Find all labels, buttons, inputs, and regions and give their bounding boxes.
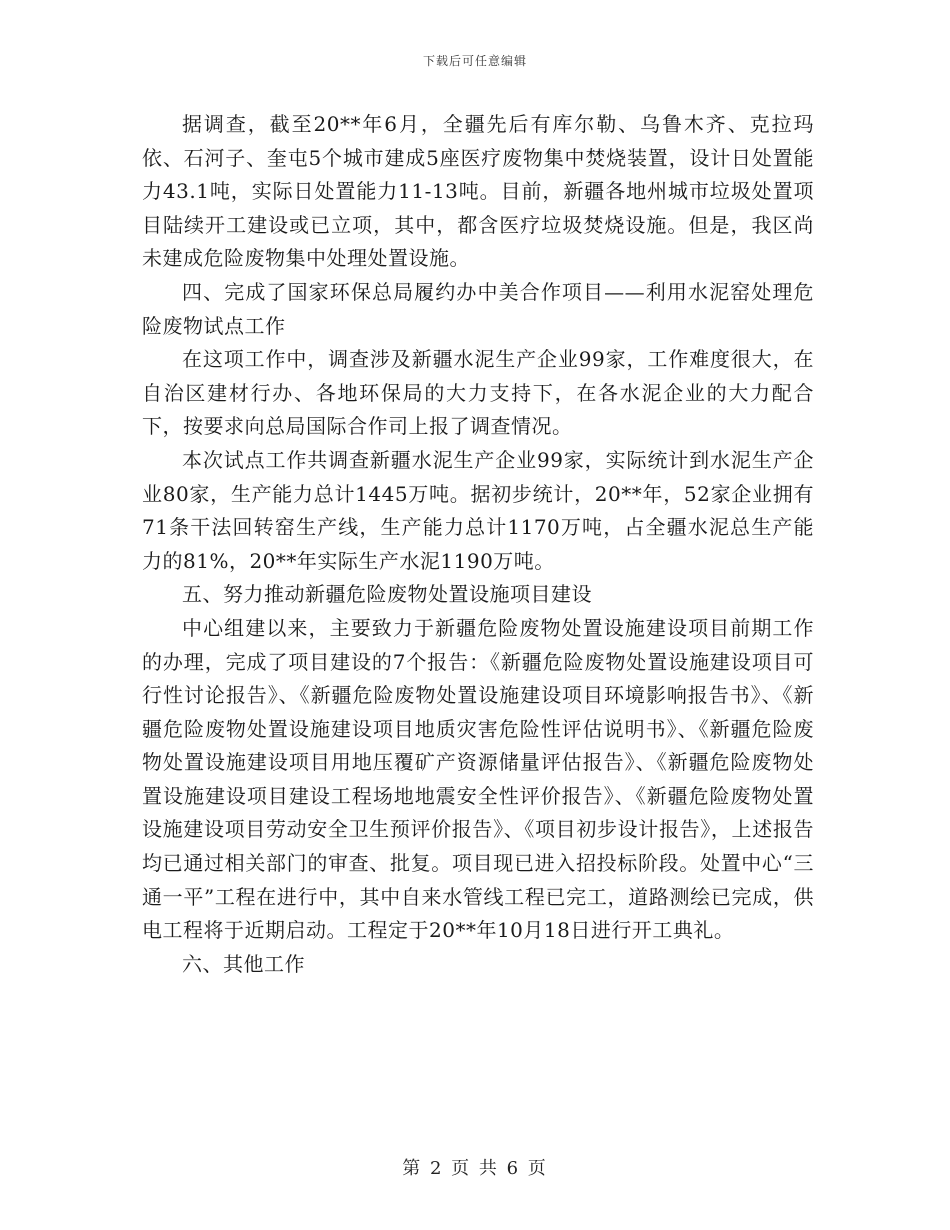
- paragraph-project-reports: 中心组建以来，主要致力于新疆危险废物处置设施建设项目前期工作的办理，完成了项目建设的7个报告：《新疆危险废物处置设施建设项目可行性讨论报告》、《新疆危险废物处置设施建设项目环境影响报告书》、《新疆危险废物处置设施建设项目地质灾害危险性评估说明书》、《新疆危险废物处置设施建设项目用地压覆矿产资源储量评估报告》、《新疆危险废物处置设施建设项目建设工程场地地震安全性评价报告》、《新疆危险废物处置设施建设项目劳动安全卫生预评价报告》、《项目初步设计报告》，上述报告均已通过相关部门的审查、批复。项目现已进入招投标阶段。处置中心“三通一平”工程在进行中，其中自来水管线工程已完工，道路测绘已完成，供电工程将于近期启动。工程定于20**年10月18日进行开工典礼。: [142, 615, 814, 943]
- document-body: [142, 108, 814, 981]
- section-heading-5: 五、努力推动新疆危险废物处置设施项目建设: [182, 582, 592, 607]
- paragraph-cement-survey: 在这项工作中，调查涉及新疆水泥生产企业99家，工作难度很大，在自治区建材行办、各地环保局的大力支持下，在各水泥企业的大力配合下，按要求向总局国际合作司上报了调查情况。: [142, 347, 814, 439]
- paragraph-pilot-stats: 本次试点工作共调查新疆水泥生产企业99家，实际统计到水泥生产企业80家，生产能力总计1445万吨。据初步统计，20**年，52家企业拥有71条干法回转窑生产线，生产能力总计1170万吨，占全疆水泥总生产能力的81%，20**年实际生产水泥1190万吨。: [142, 447, 814, 573]
- header-note: 下载后可任意编辑: [422, 54, 527, 68]
- paragraph-survey: 据调查，截至20**年6月，全疆先后有库尔勒、乌鲁木齐、克拉玛依、石河子、奎屯5个城市建成5座医疗废物集中焚烧装置，设计日处置能力43.1吨，实际日处置能力11-13吨。目前，新疆各地州城市垃圾处置项目陆续开工建设或已立项，其中，都含医疗垃圾焚烧设施。但是，我区尚未建成危险废物集中处理处置设施。: [142, 112, 814, 271]
- section-heading-4: 四、完成了国家环保总局履约办中美合作项目——利用水泥窑处理危险废物试点工作: [142, 279, 814, 338]
- page-number: 第 2 页 共 6 页: [402, 1158, 548, 1179]
- section-heading-6: 六、其他工作: [182, 951, 305, 976]
